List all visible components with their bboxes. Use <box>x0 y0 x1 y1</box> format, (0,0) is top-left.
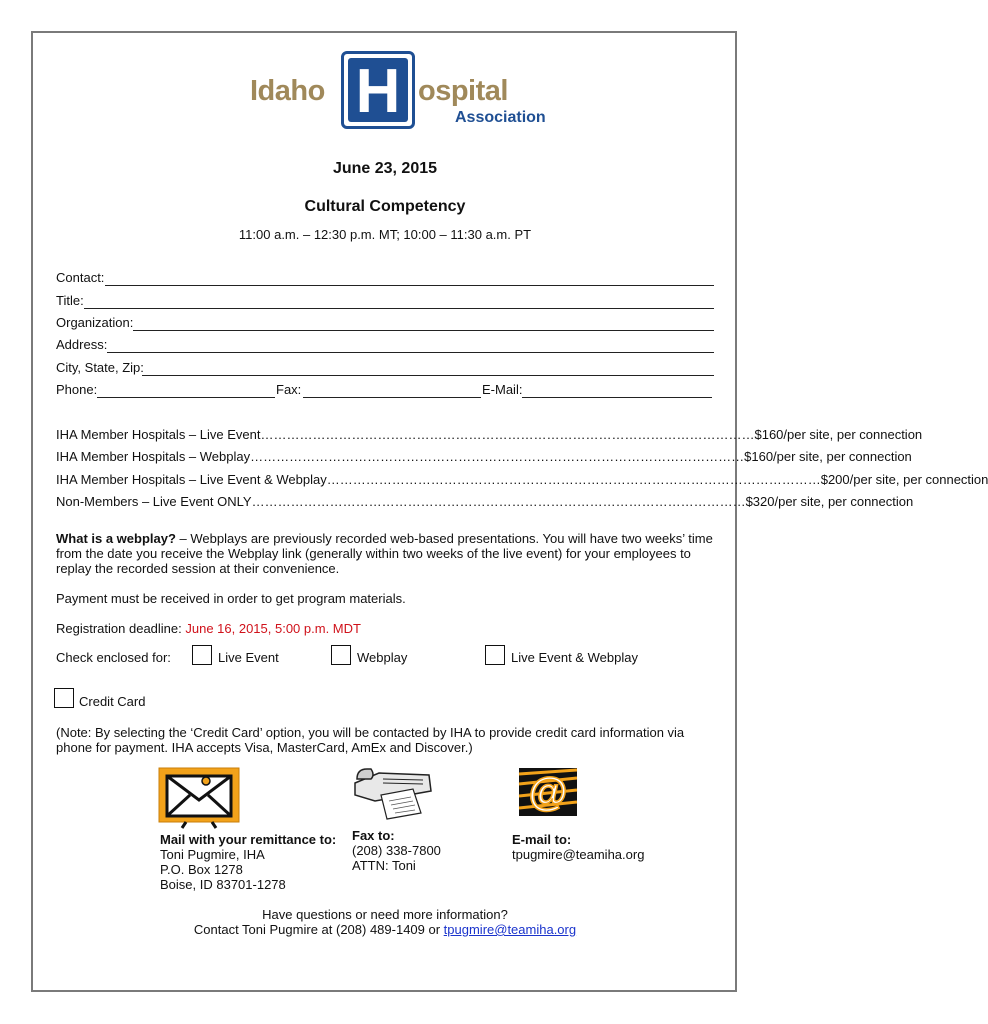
event-time: 11:00 a.m. – 12:30 p.m. MT; 10:00 – 11:30 a.m. PT <box>238 227 532 242</box>
fax-machine-icon <box>351 765 435 821</box>
live-event-webplay-option-label: Live Event & Webplay <box>511 650 638 665</box>
footer-contact <box>0 922 770 937</box>
credit-card-option-label: Credit Card <box>79 694 146 709</box>
live-event-option-label: Live Event <box>218 650 279 665</box>
email-address: tpugmire@teamiha.org <box>512 847 645 862</box>
footer-contact-text: Contact Toni Pugmire at (208) 489-1409 or <box>193 922 444 937</box>
live-event-webplay-checkbox[interactable] <box>485 645 505 665</box>
mail-contact-block <box>160 832 336 892</box>
check-enclosed-label: Check enclosed for: <box>56 650 171 665</box>
at-sign-email-icon <box>519 768 577 816</box>
organization-field[interactable] <box>133 330 714 331</box>
webplay-checkbox[interactable] <box>331 645 351 665</box>
fax-label: Fax: <box>276 382 302 397</box>
fax-line: ATTN: Toni <box>352 858 416 873</box>
email-heading: E-mail to: <box>512 832 572 847</box>
webplay-option-label: Webplay <box>357 650 408 665</box>
event-title: Cultural Competency <box>304 198 466 215</box>
mail-heading: Mail with your remittance to: <box>160 832 337 847</box>
phone-field[interactable] <box>97 397 275 398</box>
organization-label: Organization: <box>56 315 134 330</box>
fax-field[interactable] <box>303 397 481 398</box>
price-item: IHA Member Hospitals – Live Event & Webplay <box>56 472 327 487</box>
email-contact-block <box>512 832 644 862</box>
price-row: IHA Member Hospitals – Live Event …………………………………………………………………………………………………… $160/per site, per connection <box>56 427 923 442</box>
webplay-description <box>56 531 716 576</box>
price-value: $320/per site, per connection <box>745 494 914 509</box>
registration-deadline <box>56 621 716 636</box>
webplay-answer: – Webplays are previously recorded web-based presentations. You will have two weeks’ time from the date you receive the Webplay link (generally within two weeks of the live event) for your employees to replay the recorded session at their convenience. <box>56 531 713 576</box>
contact-label: Contact: <box>56 270 105 285</box>
address-label: Address: <box>56 337 108 352</box>
fax-contact-block <box>352 828 441 873</box>
logo-h-box <box>341 51 415 129</box>
deadline-label: Registration deadline: <box>56 621 186 636</box>
email-label: E-Mail: <box>482 382 523 397</box>
payment-note: Payment must be received in order to get program materials. <box>56 591 406 606</box>
mail-line: P.O. Box 1278 <box>160 862 243 877</box>
fax-heading: Fax to: <box>352 828 395 843</box>
logo-association-text: Association <box>455 109 546 126</box>
price-value: $160/per site, per connection <box>744 449 912 464</box>
logo-ospital-text: ospital <box>418 75 508 107</box>
logo-idaho-text: Idaho <box>250 75 325 107</box>
svg-text:@: @ <box>528 770 568 814</box>
logo-h-letter: H <box>355 57 401 126</box>
price-value: $160/per site, per connection <box>754 427 923 442</box>
credit-card-note: (Note: By selecting the ‘Credit Card’ option, you will be contacted by IHA to provide credit card information via phone for payment. IHA accepts Visa, MasterCard, AmEx and Discover.) <box>56 725 685 755</box>
price-item: IHA Member Hospitals – Webplay <box>56 449 251 464</box>
price-item: Non-Members – Live Event ONLY <box>56 494 252 509</box>
price-row: Non-Members – Live Event ONLY …………………………………………………………………………………………………… $320/per site, per connection <box>56 494 914 509</box>
phone-label: Phone: <box>56 382 98 397</box>
city-state-zip-field[interactable] <box>142 375 714 376</box>
city-state-zip-label: City, State, Zip: <box>56 360 144 375</box>
mail-line: Boise, ID 83701-1278 <box>160 877 286 892</box>
envelope-mail-icon <box>158 767 240 829</box>
title-label: Title: <box>56 293 84 308</box>
mail-line: Toni Pugmire, IHA <box>160 847 265 862</box>
footer-question: Have questions or need more information? <box>262 907 508 922</box>
live-event-checkbox[interactable] <box>192 645 212 665</box>
fax-line: (208) 338-7800 <box>352 843 441 858</box>
email-field[interactable] <box>522 397 712 398</box>
price-row: IHA Member Hospitals – Live Event & Webplay …………………………………………………………………………………………………… $200/per site, per connection <box>56 472 988 487</box>
event-date: June 23, 2015 <box>332 160 438 177</box>
contact-field[interactable] <box>105 285 714 286</box>
iha-logo <box>250 49 550 133</box>
price-row: IHA Member Hospitals – Webplay …………………………………………………………………………………………………… $160/per site, per connection <box>56 449 912 464</box>
address-field[interactable] <box>107 352 714 353</box>
title-field[interactable] <box>84 308 714 309</box>
price-item: IHA Member Hospitals – Live Event <box>56 427 261 442</box>
webplay-question: What is a webplay? <box>56 531 176 546</box>
price-value: $200/per site, per connection <box>820 472 988 487</box>
footer-email-link[interactable]: tpugmire@teamiha.org <box>443 922 577 937</box>
credit-card-checkbox[interactable] <box>54 688 74 708</box>
deadline-value: June 16, 2015, 5:00 p.m. MDT <box>185 621 361 636</box>
